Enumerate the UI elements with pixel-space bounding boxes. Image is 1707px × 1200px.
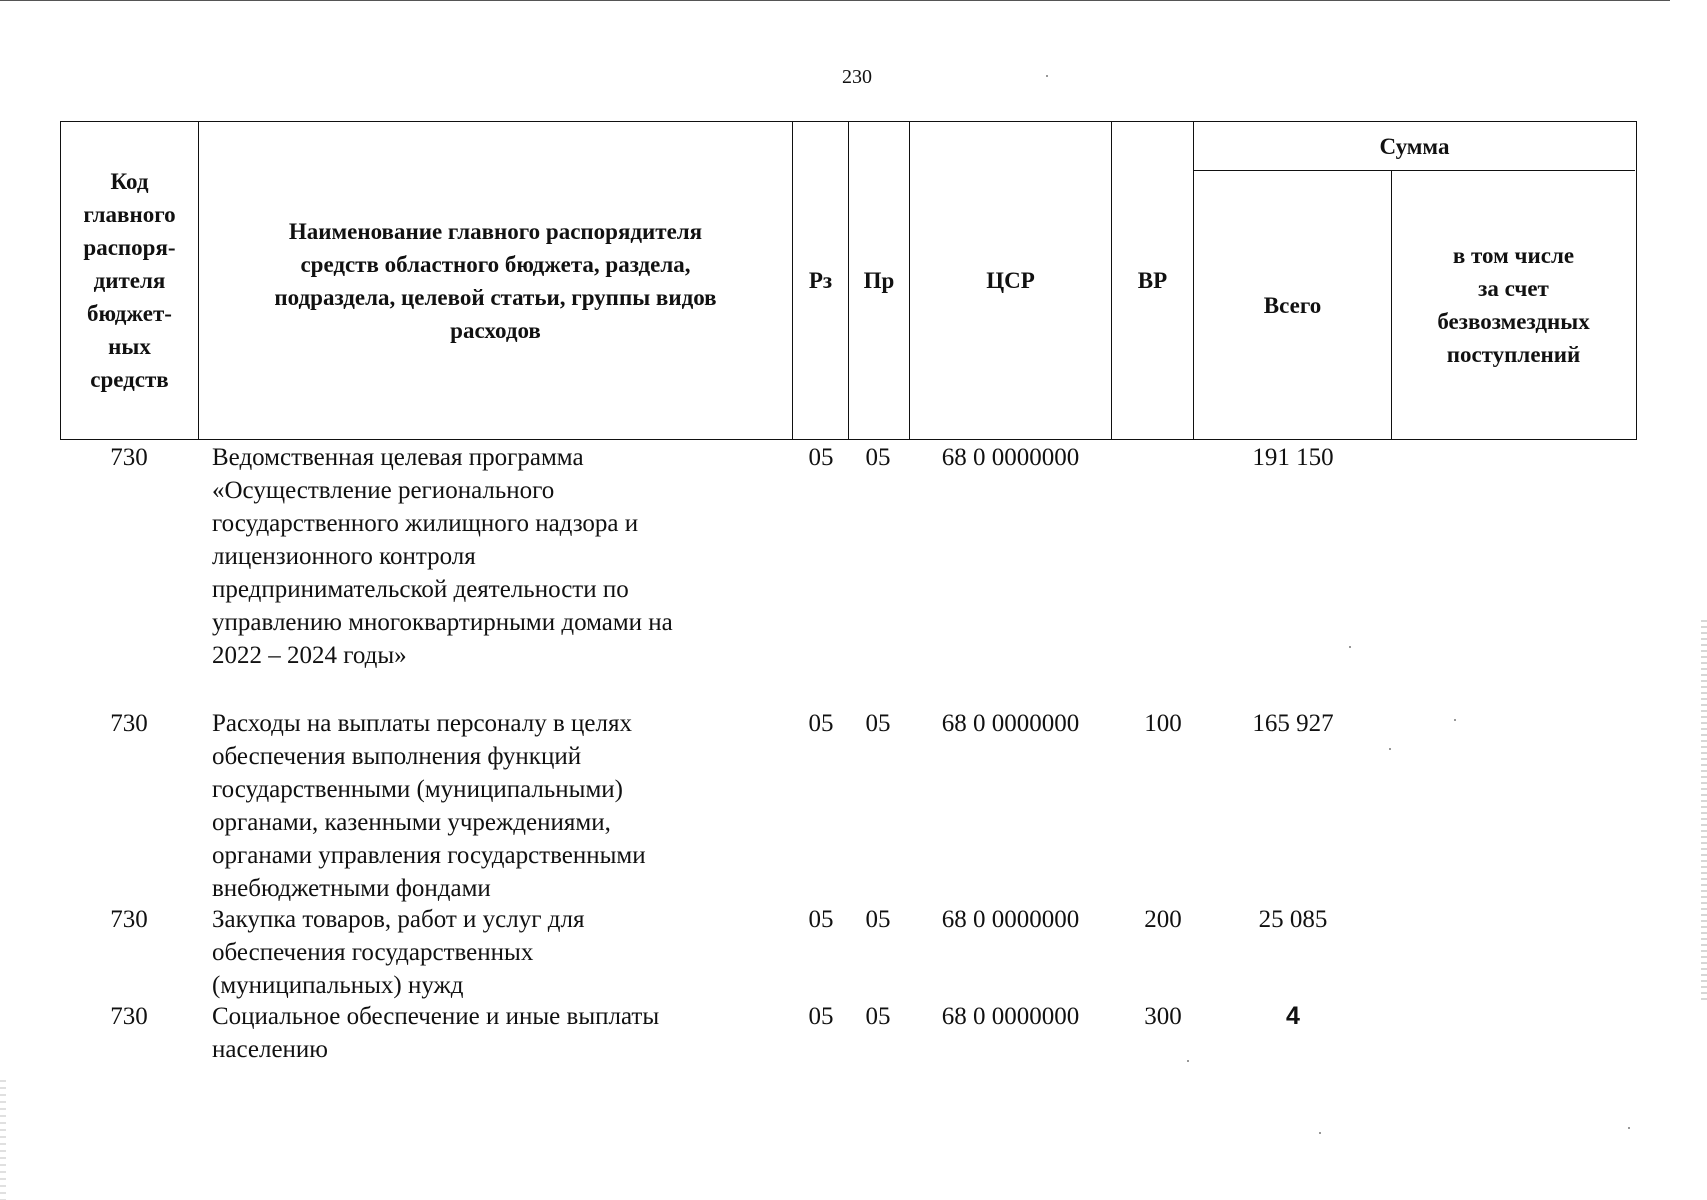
cell-csr: 68 0 0000000 [941, 710, 1080, 737]
scan-speck [1319, 1132, 1321, 1134]
cell-code: 730 [110, 710, 148, 737]
cell-rz: 05 [808, 710, 834, 737]
cell-csr: 68 0 0000000 [941, 1003, 1080, 1030]
cell-pr: 05 [865, 1003, 891, 1030]
header-code: Код главного распоря- дителя бюджет- ных средств [61, 122, 199, 439]
header-pr: Пр [849, 122, 910, 439]
cell-pr: 05 [865, 444, 891, 471]
cell-name: Социальное обеспечение и иные выплаты населению [212, 1003, 660, 1063]
scan-speck [1628, 1127, 1630, 1129]
header-rz: Рз [793, 122, 849, 439]
header-csr: ЦСР [910, 122, 1112, 439]
cell-name: Закупка товаров, работ и услуг для обеспечения государственных (муниципальных) нужд [212, 906, 585, 999]
cell-total: 165 927 [1252, 710, 1334, 737]
cell-pr: 05 [865, 906, 891, 933]
header-name-cell [199, 122, 793, 439]
scan-edge-noise [1701, 620, 1707, 1000]
cell-csr: 68 0 0000000 [941, 906, 1080, 933]
cell-rz: 05 [808, 444, 834, 471]
cell-name: Ведомственная целевая программа «Осуществление регионального государственного жилищного надзора и лицензионного контроля предпринимательской деятельности по управлению многоквартирными домами на 2022 – 2024 годы» [212, 444, 673, 669]
header-sum-group [1194, 122, 1635, 439]
scan-speck [1349, 646, 1351, 648]
header-sum: Сумма [1194, 122, 1635, 171]
cell-csr: 68 0 0000000 [941, 444, 1080, 471]
scan-speck [1187, 1060, 1189, 1062]
header-vr: ВР [1112, 122, 1194, 439]
cell-vr: 200 [1144, 906, 1182, 933]
cell-code: 730 [110, 906, 148, 933]
table-header [60, 121, 1637, 440]
cell-vr: 100 [1144, 710, 1182, 737]
scan-edge-noise [0, 1080, 6, 1200]
cell-code: 730 [110, 1003, 148, 1030]
cell-total: 191 150 [1252, 444, 1334, 471]
cell-pr: 05 [865, 710, 891, 737]
scan-speck [1046, 75, 1048, 77]
cell-total: 4 [1286, 1002, 1300, 1030]
cell-rz: 05 [808, 906, 834, 933]
page-number: 230 [842, 66, 872, 88]
header-name: Наименование главного распорядителя средств областного бюджета, раздела, подраздела, целевой статьи, группы видов расходов [274, 218, 717, 343]
scan-speck [1454, 719, 1456, 721]
header-free: в том числе за счет безвозмездных поступлений [1437, 243, 1590, 367]
cell-vr: 300 [1144, 1003, 1182, 1030]
cell-total: 25 085 [1258, 906, 1328, 933]
cell-code: 730 [110, 444, 148, 471]
scan-speck [1389, 748, 1391, 750]
cell-rz: 05 [808, 1003, 834, 1030]
header-total: Всего [1194, 171, 1392, 439]
cell-name: Расходы на выплаты персоналу в целях обеспечения выполнения функций государственными (муниципальными) органами, казенными учреждениями, органами управления государственными внебюджетными фондами [212, 710, 646, 902]
top-rule [0, 0, 1670, 1]
